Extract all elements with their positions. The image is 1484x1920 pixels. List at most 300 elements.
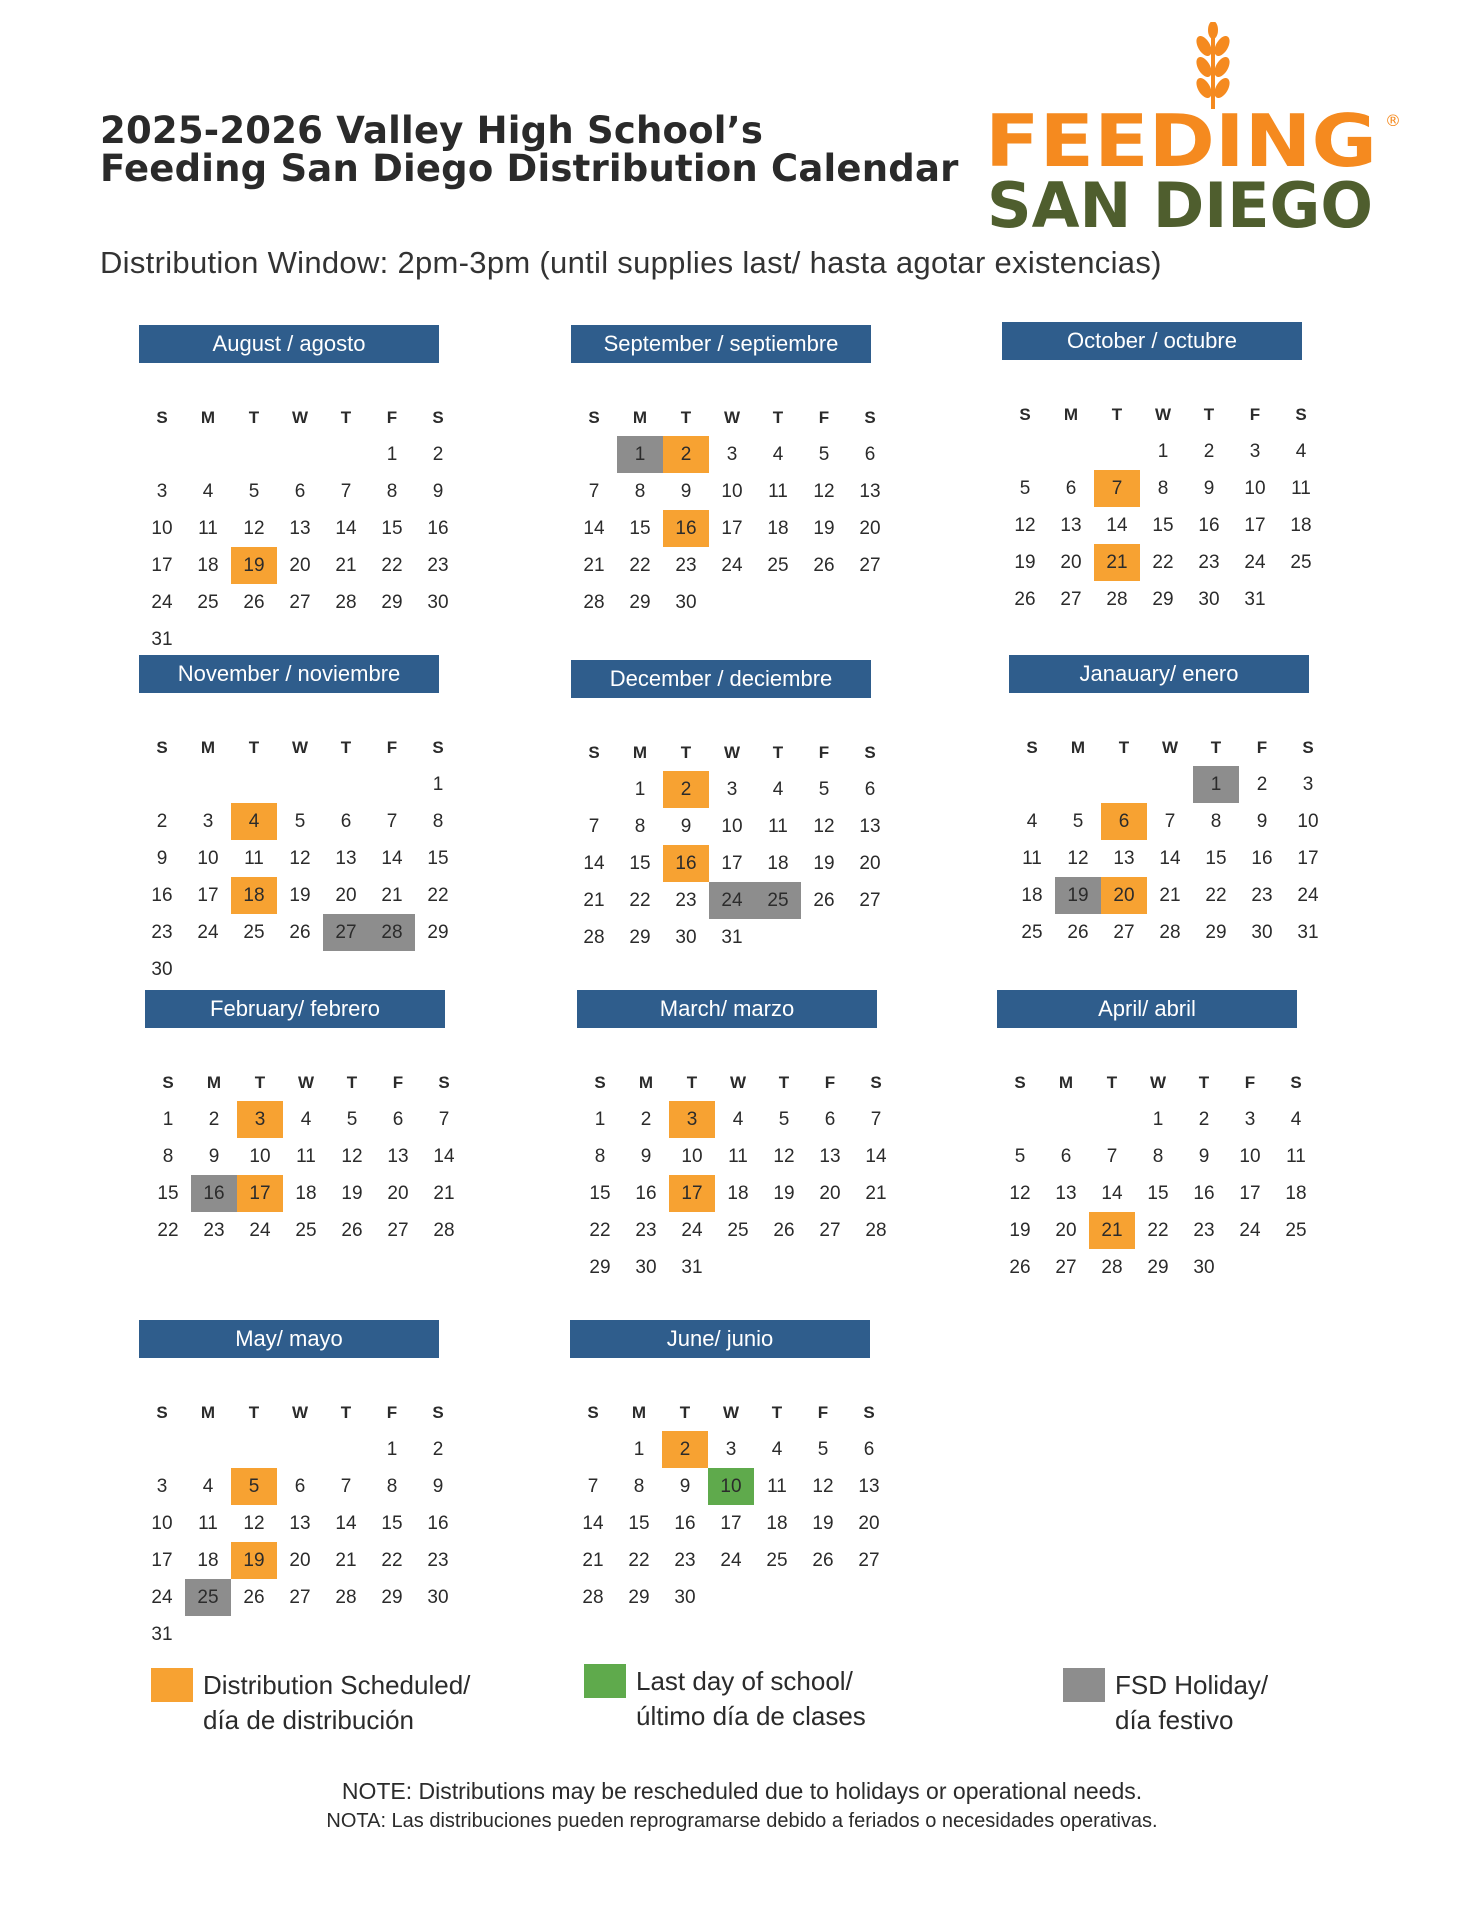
day-cell: 12 [812,1475,834,1497]
day-cell: 14 [1101,1182,1123,1204]
day-cell-distribution: 21 [1094,544,1140,581]
day-cell: 20 [1060,551,1082,573]
day-cell: 4 [772,443,784,465]
weekday-header: F [1256,737,1268,757]
month-header: August / agosto [139,325,439,363]
day-cell: 23 [427,554,449,576]
day-cell: 19 [813,852,835,874]
day-cell-distribution: 7 [1094,470,1140,507]
day-cell: 5 [778,1108,790,1130]
day-cell: 3 [726,778,738,800]
weekday-header: M [632,742,648,762]
day-cell: 20 [387,1182,409,1204]
day-cell: 29 [1147,1256,1169,1278]
day-cell: 17 [1297,847,1319,869]
day-cell: 6 [864,778,876,800]
day-cell: 15 [589,1182,611,1204]
day-cell-distribution: 16 [663,845,709,882]
day-cell: 30 [1251,921,1273,943]
month-grid [1009,729,1319,951]
day-cell: 23 [675,889,697,911]
day-cell: 25 [1285,1219,1307,1241]
day-cell: 23 [1251,884,1273,906]
day-cell: 12 [773,1145,795,1167]
weekday-header: S [156,1402,168,1422]
month-grid [139,399,449,658]
day-cell: 29 [427,921,449,943]
day-cell: 8 [634,480,646,502]
day-cell: 1 [386,443,398,465]
day-cell: 15 [381,1512,403,1534]
empty-cell [1094,433,1140,470]
note-english: NOTE: Distributions may be rescheduled due to holidays or operational needs. [341,1778,1143,1804]
day-cell: 13 [289,517,311,539]
empty-cell [277,766,323,803]
day-cell: 7 [386,810,398,832]
day-cell: 8 [386,480,398,502]
day-cell: 21 [865,1182,887,1204]
weekday-header: T [680,742,692,762]
day-cell: 16 [674,1512,696,1534]
day-cell: 13 [1060,514,1082,536]
empty-cell [1043,1101,1089,1138]
day-cell: 23 [151,921,173,943]
day-cell: 31 [1244,588,1266,610]
day-cell: 23 [635,1219,657,1241]
weekday-header: M [632,407,648,427]
empty-cell [1147,766,1193,803]
day-cell: 11 [1022,847,1042,869]
day-cell: 30 [1198,588,1220,610]
day-cell: 25 [1290,551,1312,573]
weekday-header: F [818,407,830,427]
day-cell: 6 [864,443,876,465]
day-cell: 25 [295,1219,317,1241]
day-cell: 4 [1290,1108,1302,1130]
weekday-header: F [824,1072,836,1092]
day-cell: 29 [629,591,651,613]
month-grid [139,1394,449,1653]
day-cell: 30 [427,1586,449,1608]
day-cell: 23 [203,1219,225,1241]
legend-last-day-label-en: Last day of school/ [636,1666,853,1696]
empty-cell [231,1431,277,1468]
day-cell: 15 [157,1182,179,1204]
day-cell: 25 [1021,921,1043,943]
month-calendar [139,325,449,658]
empty-cell [139,1431,185,1468]
day-cell: 20 [1055,1219,1077,1241]
month-grid [577,1064,887,1286]
day-cell: 16 [1193,1182,1215,1204]
empty-cell [369,766,415,803]
day-cell: 18 [1290,514,1312,536]
day-cell: 19 [1009,1219,1031,1241]
month-grid [1002,396,1312,618]
month-calendar [571,325,881,621]
logo-feeding-text: FEEDING [985,99,1377,183]
month-grid [571,399,881,621]
day-cell-distribution: 16 [663,510,709,547]
weekday-header: S [1014,1072,1026,1092]
day-cell: 16 [427,1512,449,1534]
day-cell: 18 [1021,884,1043,906]
day-cell: 31 [721,926,743,948]
day-cell: 2 [208,1108,220,1130]
month-calendar [997,990,1307,1286]
day-cell: 20 [819,1182,841,1204]
day-cell: 20 [859,517,881,539]
day-cell: 11 [768,480,788,502]
day-cell: 25 [197,591,219,613]
day-cell: 8 [634,815,646,837]
day-cell: 27 [858,1549,880,1571]
day-cell: 29 [1205,921,1227,943]
weekday-header: M [206,1072,222,1092]
day-cell: 21 [433,1182,455,1204]
month-header: April/ abril [997,990,1297,1028]
day-cell: 27 [1055,1256,1077,1278]
day-cell: 9 [680,480,692,502]
weekday-header: T [679,1402,691,1422]
day-cell: 16 [1251,847,1273,869]
day-cell: 15 [1147,1182,1169,1204]
day-cell: 1 [432,773,444,795]
empty-cell [185,436,231,473]
day-cell: 14 [1106,514,1128,536]
day-cell: 31 [151,628,173,650]
day-cell: 28 [335,1586,357,1608]
day-cell: 6 [294,480,306,502]
day-cell-distribution: 19 [231,1542,277,1579]
month-calendar [145,990,455,1249]
weekday-header: T [346,1072,358,1092]
day-cell: 30 [635,1256,657,1278]
day-cell: 12 [289,847,311,869]
day-cell: 8 [386,1475,398,1497]
day-cell: 5 [1072,810,1084,832]
day-cell: 11 [198,1512,218,1534]
day-cell: 29 [381,1586,403,1608]
day-cell: 14 [433,1145,455,1167]
day-cell: 27 [819,1219,841,1241]
day-cell-distribution: 4 [231,803,277,840]
weekday-header: S [1019,404,1031,424]
day-cell: 15 [628,1512,650,1534]
day-cell: 15 [629,852,651,874]
day-cell: 18 [766,1512,788,1534]
day-cell: 7 [340,1475,352,1497]
day-cell: 14 [583,517,605,539]
day-cell: 14 [865,1145,887,1167]
day-cell: 13 [335,847,357,869]
weekday-header: T [1203,404,1215,424]
day-cell: 9 [1256,810,1268,832]
day-cell: 31 [151,1623,173,1645]
day-cell: 5 [818,778,830,800]
day-cell: 13 [1113,847,1135,869]
day-cell-distribution: 20 [1101,877,1147,914]
day-cell: 8 [1210,810,1222,832]
day-cell: 31 [1297,921,1319,943]
day-cell: 23 [675,554,697,576]
legend-distribution-swatch [151,1668,193,1702]
day-cell: 19 [812,1512,834,1534]
weekday-header: M [200,1402,216,1422]
day-cell: 14 [381,847,403,869]
day-cell: 9 [679,1475,691,1497]
weekday-header: S [432,737,444,757]
weekday-header: M [200,407,216,427]
day-cell-distribution: 17 [237,1175,283,1212]
weekday-header: S [1295,404,1307,424]
day-cell: 14 [335,517,357,539]
weekday-header: S [156,407,168,427]
day-cell: 13 [859,480,881,502]
legend-last-day-label-es: último día de clases [636,1701,866,1731]
weekday-header: S [864,407,876,427]
day-cell: 22 [589,1219,611,1241]
day-cell: 8 [633,1475,645,1497]
day-cell: 3 [156,480,168,502]
month-grid [571,734,881,956]
weekday-header: S [864,742,876,762]
day-cell: 22 [381,1549,403,1571]
day-cell: 11 [728,1145,748,1167]
day-cell: 2 [432,443,444,465]
weekday-header: S [432,1402,444,1422]
month-grid [570,1394,880,1616]
legend-distribution [151,1668,470,1738]
day-cell: 24 [1297,884,1319,906]
day-cell: 4 [1026,810,1038,832]
day-cell: 5 [294,810,306,832]
weekday-header: T [772,742,784,762]
empty-cell [231,766,277,803]
day-cell: 27 [859,554,881,576]
day-cell-holiday: 25 [185,1579,231,1616]
day-cell: 24 [249,1219,271,1241]
day-cell-holiday: 1 [617,436,663,473]
day-cell-last-day: 10 [708,1468,754,1505]
day-cell: 5 [346,1108,358,1130]
day-cell: 4 [202,1475,214,1497]
month-calendar [139,1320,449,1653]
weekday-header: T [340,737,352,757]
weekday-header: M [1063,404,1079,424]
empty-cell [570,1431,616,1468]
weekday-header: W [1161,737,1179,757]
day-cell: 9 [640,1145,652,1167]
day-cell: 24 [720,1549,742,1571]
legend-holiday-swatch [1063,1668,1105,1702]
day-cell: 22 [157,1219,179,1241]
logo-registered-mark: ® [1385,111,1401,130]
month-calendar [1009,655,1319,951]
weekday-header: T [254,1072,266,1092]
day-cell: 24 [721,554,743,576]
day-cell: 22 [629,889,651,911]
day-cell: 10 [197,847,219,869]
month-grid [139,729,449,988]
weekday-header: T [1210,737,1222,757]
day-cell: 13 [819,1145,841,1167]
day-cell: 8 [1152,1145,1164,1167]
day-cell: 8 [1157,477,1169,499]
feeding-san-diego-logo [985,22,1405,232]
weekday-header: S [863,1402,875,1422]
day-cell: 10 [1239,1145,1261,1167]
day-cell: 25 [243,921,265,943]
month-calendar [570,1320,880,1616]
day-cell: 17 [720,1512,742,1534]
month-header: February/ febrero [145,990,445,1028]
day-cell: 9 [208,1145,220,1167]
day-cell: 30 [151,958,173,980]
day-cell: 27 [387,1219,409,1241]
day-cell: 20 [335,884,357,906]
weekday-header: T [778,1072,790,1092]
weekday-header: S [1026,737,1038,757]
day-cell: 23 [1198,551,1220,573]
day-cell: 30 [674,1586,696,1608]
day-cell: 2 [1256,773,1268,795]
day-cell: 27 [859,889,881,911]
day-cell: 13 [289,1512,311,1534]
weekday-header: S [162,1072,174,1092]
day-cell: 18 [197,1549,219,1571]
day-cell: 26 [813,554,835,576]
day-cell: 3 [156,1475,168,1497]
weekday-header: T [1106,1072,1118,1092]
day-cell: 28 [433,1219,455,1241]
day-cell: 22 [1152,551,1174,573]
month-header: March/ marzo [577,990,877,1028]
day-cell: 22 [629,554,651,576]
weekday-header: T [680,407,692,427]
legend-holiday-label-en: FSD Holiday/ [1115,1670,1269,1700]
weekday-header: S [1290,1072,1302,1092]
day-cell: 11 [198,517,218,539]
day-cell: 22 [1205,884,1227,906]
empty-cell [185,766,231,803]
day-cell: 17 [1244,514,1266,536]
day-cell: 26 [1009,1256,1031,1278]
day-cell: 29 [589,1256,611,1278]
day-cell: 5 [817,1438,829,1460]
weekday-header: F [386,1402,398,1422]
month-calendar [139,655,449,988]
day-cell: 30 [675,926,697,948]
day-cell: 12 [813,480,835,502]
day-cell-distribution: 18 [231,877,277,914]
day-cell-distribution: 2 [663,436,709,473]
day-cell: 11 [767,1475,787,1497]
weekday-header: F [392,1072,404,1092]
day-cell: 8 [594,1145,606,1167]
legend-distribution-label-es: día de distribución [203,1705,415,1735]
weekday-header: T [1198,1072,1210,1092]
day-cell: 11 [244,847,264,869]
day-cell: 19 [1014,551,1036,573]
day-cell-distribution: 3 [237,1101,283,1138]
day-cell: 6 [294,1475,306,1497]
weekday-header: W [291,407,309,427]
legend-distribution-label-en: Distribution Scheduled/ [203,1670,471,1700]
weekday-header: W [1149,1072,1167,1092]
day-cell: 4 [771,1438,783,1460]
empty-cell [1002,433,1048,470]
day-cell: 14 [335,1512,357,1534]
day-cell-distribution: 2 [663,771,709,808]
day-cell: 18 [1285,1182,1307,1204]
day-cell: 26 [1014,588,1036,610]
empty-cell [231,436,277,473]
day-cell-holiday: 24 [709,882,755,919]
empty-cell [1055,766,1101,803]
day-cell: 2 [1203,440,1215,462]
day-cell: 5 [1014,1145,1026,1167]
day-cell: 18 [295,1182,317,1204]
day-cell: 26 [243,1586,265,1608]
weekday-header: T [771,1402,783,1422]
day-cell: 1 [633,1438,645,1460]
legend-last-day [584,1664,866,1734]
day-cell: 3 [1249,440,1261,462]
month-calendar [571,660,881,956]
weekday-header: M [200,737,216,757]
weekday-header: W [297,1072,315,1092]
day-cell: 11 [1291,477,1311,499]
day-cell: 12 [1014,514,1036,536]
month-calendar [1002,322,1312,618]
weekday-header: T [340,1402,352,1422]
day-cell: 6 [863,1438,875,1460]
day-cell: 28 [335,591,357,613]
day-cell: 25 [727,1219,749,1241]
weekday-header: S [432,407,444,427]
day-cell: 24 [681,1219,703,1241]
day-cell: 25 [766,1549,788,1571]
day-cell: 10 [721,815,743,837]
day-cell: 16 [151,884,173,906]
day-cell: 21 [335,554,357,576]
weekday-header: F [1249,404,1261,424]
day-cell: 4 [202,480,214,502]
day-cell: 24 [151,591,173,613]
empty-cell [323,1431,369,1468]
empty-cell [323,766,369,803]
day-cell: 18 [197,554,219,576]
day-cell: 21 [583,554,605,576]
weekday-header: S [588,742,600,762]
day-cell: 8 [432,810,444,832]
day-cell: 15 [1205,847,1227,869]
day-cell-distribution: 5 [231,1468,277,1505]
weekday-header: M [1058,1072,1074,1092]
day-cell: 1 [594,1108,606,1130]
day-cell: 21 [381,884,403,906]
weekday-header: F [386,737,398,757]
empty-cell [571,771,617,808]
day-cell: 7 [1164,810,1176,832]
day-cell: 6 [1060,1145,1072,1167]
day-cell: 27 [289,1586,311,1608]
empty-cell [1101,766,1147,803]
day-cell: 12 [243,517,265,539]
day-cell: 3 [1244,1108,1256,1130]
empty-cell [1048,433,1094,470]
